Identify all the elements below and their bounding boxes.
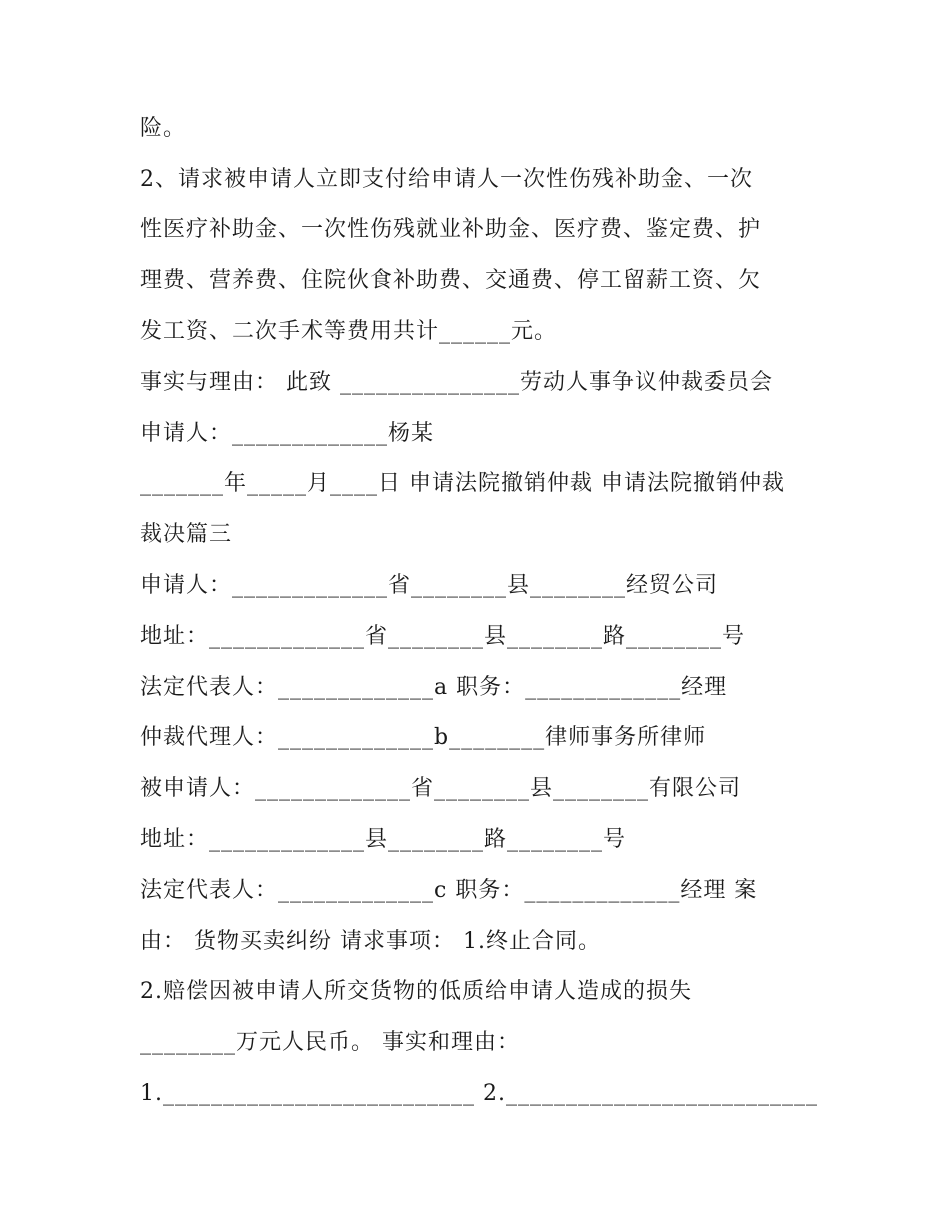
text-line: 法定代表人：_____________a 职务：_____________经理 [140, 675, 728, 700]
text-line: 发工资、二次手术等费用共计______元。 [140, 319, 558, 344]
text-line: 险。 [140, 116, 187, 141]
text-line: 1.__________________________ 2.__________________________ [140, 1081, 818, 1106]
text-line: 地址：_____________县________路________号 [140, 827, 627, 852]
text-line: 由： 货物买卖纠纷 请求事项： 1.终止合同。 [140, 929, 601, 954]
text-line: 申请人：_____________省________县________经贸公司 [140, 573, 719, 598]
text-line: 事实与理由： 此致 _______________劳动人事争议仲裁委员会 [140, 370, 773, 395]
text-line: 仲裁代理人：_____________b________律师事务所律师 [140, 725, 707, 750]
text-line: 申请人：_____________杨某 [140, 421, 435, 446]
text-line: _______年_____月____日 申请法院撤销仲裁 申请法院撤销仲裁 [140, 471, 785, 496]
text-line: ________万元人民币。 事实和理由： [140, 1030, 520, 1055]
text-line: 2、请求被申请人立即支付给申请人一次性伤残补助金、一次 [140, 167, 753, 192]
text-line: 裁决篇三 [140, 522, 233, 547]
text-line: 法定代表人：_____________c 职务：_____________经理 案 [140, 878, 758, 903]
text-line: 2.赔偿因被申请人所交货物的低质给申请人造成的损失 [140, 979, 692, 1004]
text-line: 被申请人：_____________省________县________有限公司 [140, 776, 742, 801]
text-line: 性医疗补助金、一次性伤残就业补助金、医疗费、鉴定费、护 [140, 217, 762, 242]
text-line: 地址：_____________省________县________路________号 [140, 624, 746, 649]
text-line: 理费、营养费、住院伙食补助费、交通费、停工留薪工资、欠 [140, 268, 762, 293]
